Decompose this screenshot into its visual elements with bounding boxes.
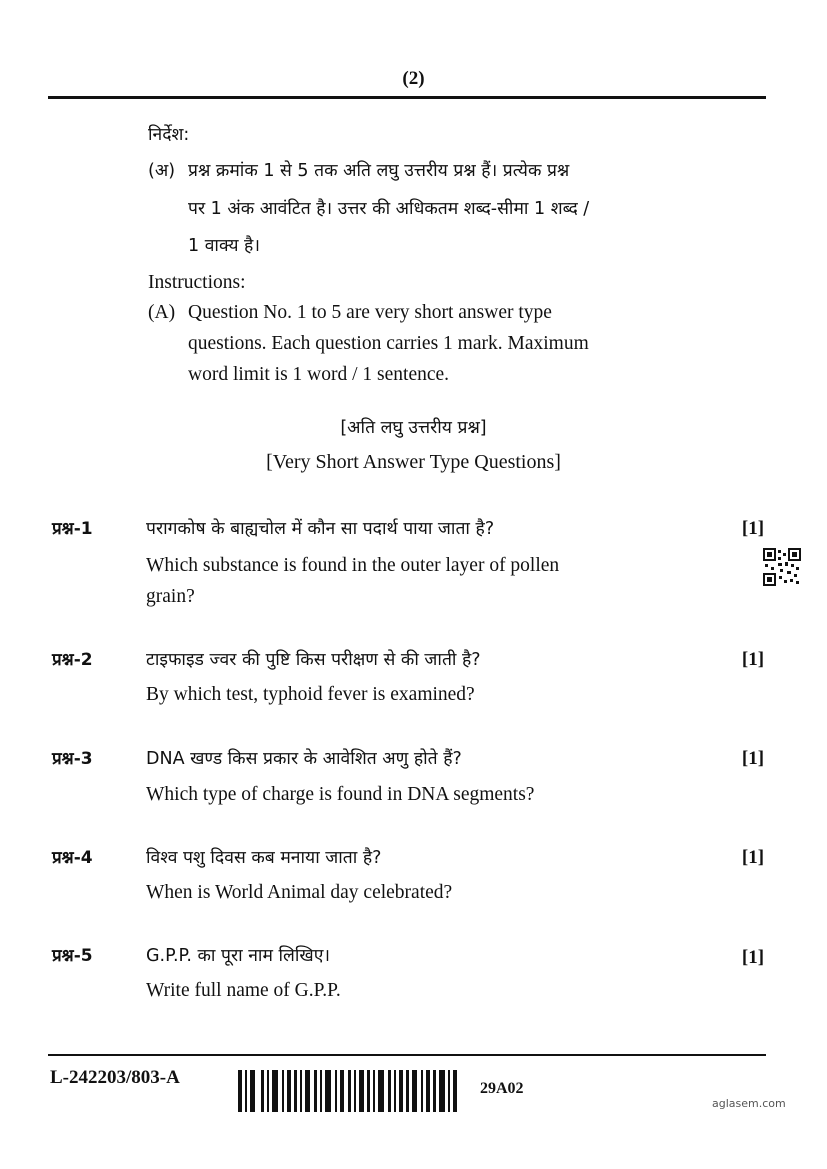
question-4-hindi: विश्व पशु दिवस कब मनाया जाता है? (146, 848, 382, 868)
question-1-english-line-2: grain? (146, 586, 195, 607)
question-3-english-line-1: Which type of charge is found in DNA segments? (146, 784, 535, 805)
question-4-label: प्रश्न-4 (52, 848, 93, 868)
instructions-line-hindi-2: पर 1 अंक आवंटित है। उत्तर की अधिकतम शब्द-सीमा 1 शब्द / (188, 199, 590, 219)
series-code: 29A02 (480, 1080, 524, 1097)
question-2-english-line-1: By which test, typhoid fever is examined? (146, 684, 475, 705)
instructions-marker-english: (A) (148, 302, 176, 323)
question-5-english-line-1: Write full name of G.P.P. (146, 980, 341, 1001)
instructions-heading-hindi: निर्देश: (148, 125, 190, 145)
question-1-hindi: परागकोष के बाह्यचोल में कौन सा पदार्थ पाया जाता है? (146, 519, 495, 539)
instructions-heading-english: Instructions: (148, 272, 246, 293)
footer-rule (48, 1054, 766, 1056)
question-1-english-line-1: Which substance is found in the outer layer of pollen (146, 555, 560, 576)
section-heading-english: [Very Short Answer Type Questions] (266, 451, 561, 473)
question-5-hindi: G.P.P. का पूरा नाम लिखिए। (146, 946, 331, 966)
question-4-english-line-1: When is World Animal day celebrated? (146, 882, 453, 903)
instructions-line-english-3: word limit is 1 word / 1 sentence. (188, 364, 450, 385)
question-2-label: प्रश्न-2 (52, 650, 93, 670)
question-1-marks: [1] (741, 518, 765, 539)
instructions-line-english-2: questions. Each question carries 1 mark. Maximum (188, 333, 589, 354)
question-4-marks: [1] (741, 847, 765, 868)
question-5-marks: [1] (741, 947, 765, 968)
barcode-icon (238, 1070, 458, 1112)
section-heading-hindi: [अति लघु उत्तरीय प्रश्न] (340, 418, 487, 438)
instructions-line-hindi-3: 1 वाक्य है। (188, 236, 260, 256)
paper-code: L-242203/803-A (50, 1067, 180, 1088)
question-2-hindi: टाइफाइड ज्वर की पुष्टि किस परीक्षण से की जाती है? (146, 650, 481, 670)
question-3-hindi: DNA खण्ड किस प्रकार के आवेशित अणु होते हैं? (146, 749, 462, 769)
question-3-label: प्रश्न-3 (52, 749, 93, 769)
instructions-marker-hindi: (अ) (148, 161, 176, 181)
question-5-label: प्रश्न-5 (52, 946, 93, 966)
qr-code-icon (763, 548, 801, 586)
question-1-label: प्रश्न-1 (52, 519, 93, 539)
header-rule (48, 96, 766, 99)
page-number: (2) (402, 68, 425, 89)
instructions-line-hindi-1: प्रश्न क्रमांक 1 से 5 तक अति लघु उत्तरीय प्रश्न हैं। प्रत्येक प्रश्न (188, 161, 570, 181)
question-3-marks: [1] (741, 748, 765, 769)
instructions-line-english-1: Question No. 1 to 5 are very short answer type (188, 302, 552, 323)
question-2-marks: [1] (741, 649, 765, 670)
watermark: aglasem.com (712, 1097, 786, 1110)
